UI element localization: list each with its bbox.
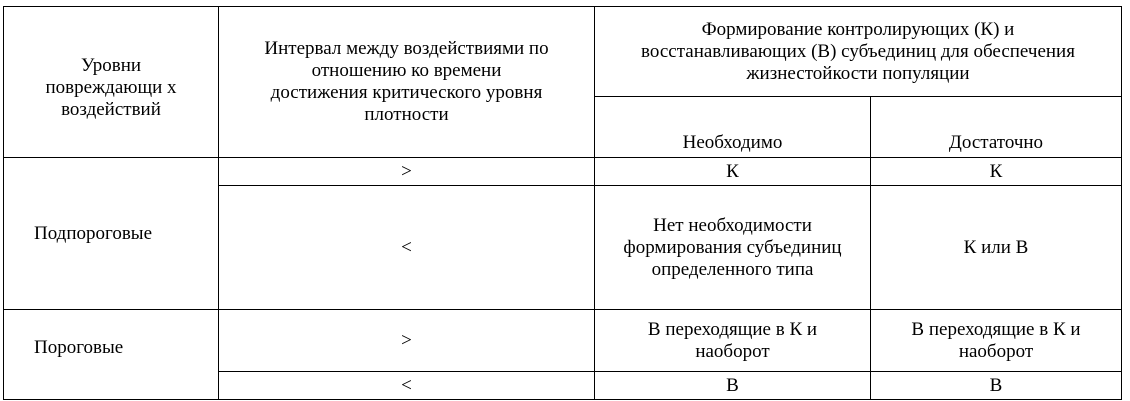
sufficient-value: К bbox=[989, 160, 1003, 182]
interval-cell bbox=[219, 310, 595, 372]
header-formation-cell bbox=[595, 7, 1122, 97]
necessary-value: Нет необходимости формирования субъединиц определенного типа bbox=[623, 214, 842, 280]
sufficient-value: В переходящие в К и наоборот bbox=[911, 318, 1081, 362]
interval-cell bbox=[219, 372, 595, 400]
header-interval-label: Интервал между воздействиями по отношению ко времени достижения критического уровня плотности bbox=[264, 38, 549, 125]
table-row bbox=[4, 310, 1122, 372]
interval-value: < bbox=[401, 236, 412, 258]
necessary-cell bbox=[595, 372, 871, 400]
interval-value: < bbox=[401, 374, 412, 396]
necessary-value: В bbox=[726, 374, 739, 396]
level-label: Пороговые bbox=[34, 336, 124, 358]
subheader-necessary-cell bbox=[595, 97, 871, 158]
sufficient-cell bbox=[871, 186, 1122, 310]
sufficient-value: К или В bbox=[963, 236, 1029, 258]
header-levels-label: Уровни повреждающи х воздействий bbox=[45, 55, 177, 120]
necessary-value: К bbox=[726, 160, 739, 182]
sufficient-value: В bbox=[989, 374, 1003, 396]
subheader-necessary-label: Необходимо bbox=[682, 132, 783, 153]
header-formation-label: Формирование контролирующих (К) и восстанавливающих (В) субъединиц для обеспечения жизнестойкости популяции bbox=[641, 18, 1075, 84]
header-interval-cell bbox=[219, 7, 595, 158]
subheader-sufficient-label: Достаточно bbox=[948, 132, 1044, 153]
interval-value: > bbox=[401, 329, 412, 351]
sufficient-cell bbox=[871, 158, 1122, 186]
necessary-cell bbox=[595, 186, 871, 310]
data-table bbox=[3, 6, 1122, 400]
necessary-cell bbox=[595, 158, 871, 186]
subheader-sufficient-cell bbox=[871, 97, 1122, 158]
table-row bbox=[4, 158, 1122, 186]
sufficient-cell bbox=[871, 310, 1122, 372]
header-levels-cell bbox=[4, 7, 219, 158]
necessary-cell bbox=[595, 310, 871, 372]
header-row bbox=[4, 7, 1122, 97]
level-cell-subthreshold bbox=[4, 158, 219, 310]
level-cell-threshold bbox=[4, 310, 219, 400]
necessary-value: В переходящие в К и наоборот bbox=[647, 318, 818, 362]
interval-cell bbox=[219, 186, 595, 310]
level-label: Подпороговые bbox=[34, 222, 152, 244]
interval-cell bbox=[219, 158, 595, 186]
sufficient-cell bbox=[871, 372, 1122, 400]
interval-value: > bbox=[401, 160, 412, 182]
